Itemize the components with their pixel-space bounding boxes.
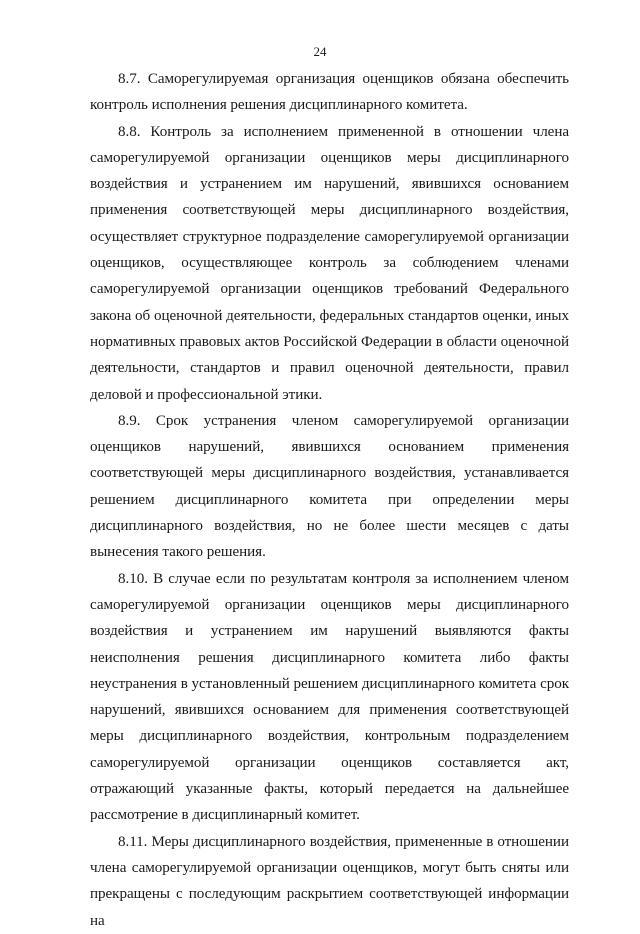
document-body	[90, 66, 569, 934]
paragraph-8-9: 8.9. Срок устранения членом саморегулируемой организации оценщиков нарушений, явившихся основанием применения соответствующей меры дисциплинарного воздействия, устанавливается решением дисциплинарного комитета при определении меры дисциплинарного воздействия, но не более шести месяцев с даты вынесения такого решения.	[90, 412, 569, 561]
page-number: 24	[313, 44, 327, 59]
paragraph-8-8: 8.8. Контроль за исполнением примененной в отношении члена саморегулируемой организации оценщиков меры дисциплинарного воздействия и устранением им нарушений, явившихся основанием применения соответствующей меры дисциплинарного воздействия, осуществляет структурное подразделение саморегулируемой организации оценщиков, осуществляющее контроль за соблюдением членами саморегулируемой организации оценщиков требований Федерального закона об оценочной деятельности, федеральных стандартов оценки, иных нормативных правовых актов Российской Федерации в области оценочной деятельности, стандартов и правил оценочной деятельности, правил деловой и профессиональной этики.	[90, 123, 569, 403]
paragraph-8-7: 8.7. Саморегулируемая организация оценщиков обязана обеспечить контроль исполнения решения дисциплинарного комитета.	[90, 71, 569, 114]
paragraph-8-10: 8.10. В случае если по результатам контроля за исполнением членом саморегулируемой организации оценщиков меры дисциплинарного воздействия и устранением им нарушений выявляются факты неисполнения решения дисциплинарного комитета либо факты неустранения в установленный решением дисциплинарного комитета срок нарушений, явившихся основанием для применения соответствующей меры дисциплинарного воздействия, контрольным подразделением саморегулируемой организации оценщиков составляется акт, отражающий указанные факты, который передается на дальнейшее рассмотрение в дисциплинарный комитет.	[90, 570, 569, 824]
paragraph-8-11: 8.11. Меры дисциплинарного воздействия, примененные в отношении члена саморегулируемой организации оценщиков, могут быть сняты или прекращены с последующим раскрытием соответствующей информации на	[90, 833, 569, 929]
